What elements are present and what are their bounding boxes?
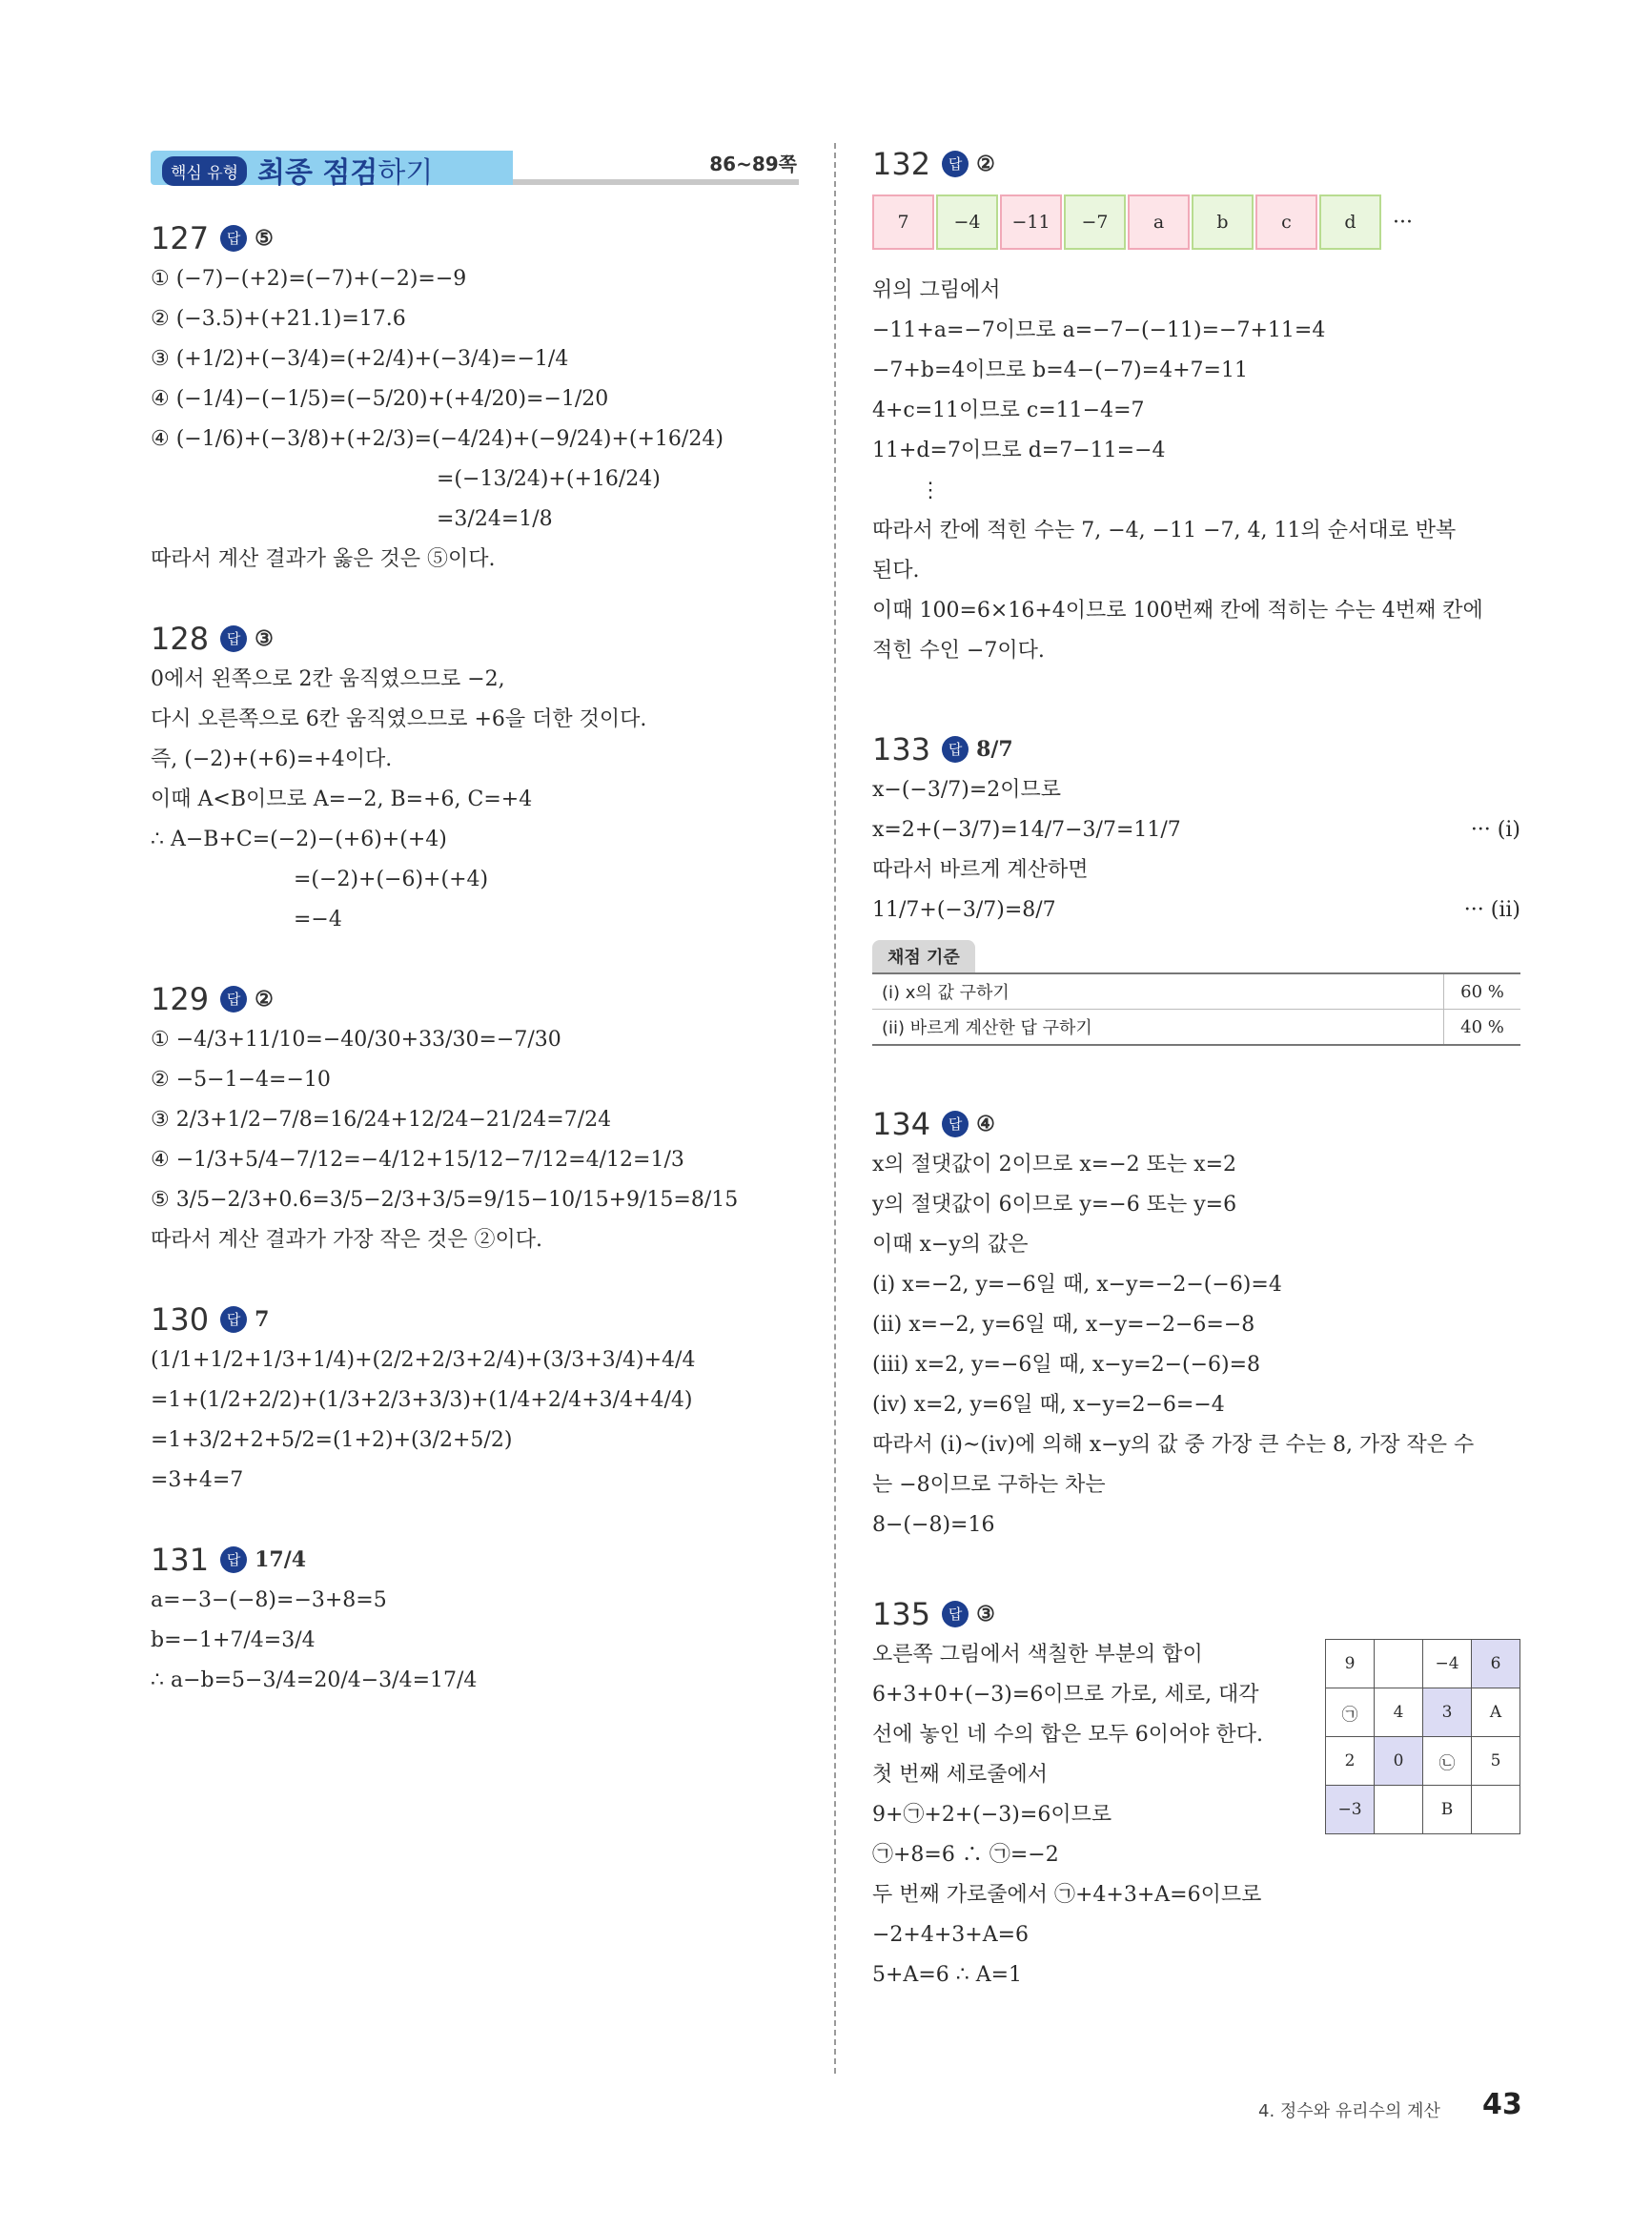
problem-128 [151,618,799,940]
grid-cell: 2 [1326,1737,1375,1786]
solution-line: x−(−3/7)=2이므로 [872,778,1062,802]
answer-value: ③ [976,1602,995,1626]
table-row [1326,1640,1520,1688]
solution-line: ③ (+1/2)+(−3/4)=(+2/4)+(−3/4)=−1/4 [151,347,569,371]
problem-number: 130 [151,1301,210,1338]
solution-line: ∴ a−b=5−3/4=20/4−3/4=17/4 [151,1668,478,1692]
grading-percent: 60 % [1444,973,1521,1010]
step-tag: ··· (ii) [1463,898,1520,922]
solution-line: ① (−7)−(+2)=(−7)+(−2)=−9 [151,267,467,291]
header-title-bold: 최종 점검 [257,156,378,190]
grid-cell [1375,1640,1423,1688]
solution-line: 적힌 수인 −7이다. [872,639,1045,663]
left-column [151,143,799,1739]
table-row [872,973,1520,1010]
solution-line: 11+d=7이므로 d=7−11=−4 [872,439,1166,462]
grid-cell: ㉠ [1326,1688,1375,1737]
problem-127 [151,217,799,580]
solution-line: 따라서 계산 결과가 옳은 것은 ⑤이다. [151,547,496,571]
solution-line: 5+A=6 ∴ A=1 [872,1963,1023,1987]
solution-line: 이때 100=6×16+4이므로 100번째 칸에 적히는 수는 4번째 칸에 [872,599,1483,623]
answer-badge: 답 [942,1601,969,1627]
solution-line: a=−3−(−8)=−3+8=5 [151,1588,387,1612]
grading-item: (ii) 바르게 계산한 답 구하기 [872,1010,1444,1046]
header-title-light: 하기 [377,156,434,190]
answer-value: 7 [255,1307,270,1332]
answer-badge: 답 [220,1306,247,1333]
solution-line: 첫 번째 세로줄에서 [872,1763,1049,1787]
solution-line: ② (−3.5)+(+21.1)=17.6 [151,307,406,331]
solution-line: ③ 2/3+1/2−7/8=16/24+12/24−21/24=7/24 [151,1108,612,1132]
solution-line: x의 절댓값이 2이므로 x=−2 또는 x=2 [872,1153,1237,1176]
answer-value: 8/7 [976,737,1013,762]
grid-cell-shaded: −3 [1326,1786,1375,1834]
solution-text: 11/7+(−3/7)=8/7 [872,898,1056,922]
solution-line: 따라서 칸에 적힌 수는 7, −4, −11 −7, 4, 11의 순서대로 반복 [872,519,1457,542]
grid-cell-shaded: 6 [1472,1640,1520,1688]
answer-badge: 답 [220,225,247,252]
grid-cell: A [1472,1688,1520,1737]
table-row [872,1010,1520,1046]
sequence-cell: b [1192,194,1254,250]
solution-line: 즉, (−2)+(+6)=+4이다. [151,747,393,771]
problem-130 [151,1299,799,1501]
solution-line: (iv) x=2, y=6일 때, x−y=2−6=−4 [872,1393,1225,1417]
solution-line: =1+3/2+2+5/2=(1+2)+(3/2+5/2) [151,1428,513,1452]
solution-line: ② −5−1−4=−10 [151,1068,331,1092]
header-rule [513,179,799,185]
solution-line: ⋮ [920,479,941,502]
grading-percent: 40 % [1444,1010,1521,1046]
solution-line: −11+a=−7이므로 a=−7−(−11)=−7+11=4 [872,318,1326,342]
sequence-cell: d [1319,194,1381,250]
solution-line: ⑤ 3/5−2/3+0.6=3/5−2/3+3/5=9/15−10/15+9/15=8/15 [151,1188,739,1212]
problem-number: 131 [151,1542,210,1578]
right-column [872,143,1520,2034]
section-header [151,143,799,193]
problem-134 [872,1103,1520,1545]
solution-line: =(−2)+(−6)+(+4) [294,868,489,891]
solution-line: 따라서 (i)~(iv)에 의해 x−y의 값 중 가장 큰 수는 8, 가장 작은 수 [872,1433,1475,1457]
answer-value: ③ [255,626,274,651]
solution-line: =3+4=7 [151,1468,244,1492]
solution-line: 따라서 바르게 계산하면 [872,858,1089,882]
answer-badge: 답 [220,986,247,1013]
problem-133 [872,728,1520,1046]
solution-line: =1+(1/2+2/2)+(1/3+2/3+3/3)+(1/4+2/4+3/4+4/4) [151,1388,693,1412]
solution-line: ④ −1/3+5/4−7/12=−4/12+15/12−7/12=4/12=1/3 [151,1148,684,1172]
table-row [1326,1737,1520,1786]
problem-number: 128 [151,621,210,657]
grid-cell [1472,1786,1520,1834]
answer-badge: 답 [220,1546,247,1573]
grading-criteria [872,940,1520,1046]
sequence-continuation: ··· [1393,210,1413,235]
problem-135 [872,1593,1520,1995]
problem-number: 134 [872,1106,931,1142]
magic-square-grid [1325,1639,1520,1834]
problem-129 [151,978,799,1260]
grid-cell-shaded: 3 [1423,1688,1472,1737]
solution-line: 된다. [872,559,920,583]
grid-cell-shaded: 0 [1375,1737,1423,1786]
problem-132 [872,143,1520,671]
solution-line: b=−1+7/4=3/4 [151,1628,316,1652]
solution-line [872,810,1520,850]
grid-cell: 4 [1375,1688,1423,1737]
solution-line: (ii) x=−2, y=6일 때, x−y=−2−6=−8 [872,1313,1255,1337]
page-number: 43 [1482,2088,1522,2121]
number-sequence-strip [872,194,1520,250]
sequence-cell: 7 [872,194,934,250]
footer-chapter: 4. 정수와 유리수의 계산 [1258,2101,1440,2121]
answer-badge: 답 [942,151,969,177]
answer-value: 17/4 [255,1547,307,1572]
answer-badge: 답 [942,736,969,763]
solution-line: 다시 오른쪽으로 6칸 움직였으므로 +6을 더한 것이다. [151,707,647,731]
problem-number: 133 [872,731,931,767]
solution-text: x=2+(−3/7)=14/7−3/7=11/7 [872,818,1181,842]
solution-line: 오른쪽 그림에서 색칠한 부분의 합이 [872,1643,1203,1667]
header-title [257,149,433,191]
solution-line: 이때 A<B이므로 A=−2, B=+6, C=+4 [151,788,533,811]
solution-line: ㉠+8=6 ∴ ㉠=−2 [872,1843,1059,1867]
solution-line: y의 절댓값이 6이므로 y=−6 또는 y=6 [872,1193,1237,1217]
answer-value: ④ [976,1112,995,1136]
answer-value: ⑤ [255,226,274,251]
solution-line: 이때 x−y의 값은 [872,1233,1029,1257]
solution-line: 따라서 계산 결과가 가장 작은 것은 ②이다. [151,1228,542,1252]
solution-line: 6+3+0+(−3)=6이므로 가로, 세로, 대각 [872,1683,1259,1707]
sequence-cell: −4 [936,194,998,250]
solution-line: 0에서 왼쪽으로 2칸 움직였으므로 −2, [151,667,505,691]
solution-line [872,890,1520,931]
solution-line: (iii) x=2, y=−6일 때, x−y=2−(−6)=8 [872,1353,1261,1377]
grid-cell: 9 [1326,1640,1375,1688]
grid-cell: ㉡ [1423,1737,1472,1786]
solution-line: 9+㉠+2+(−3)=6이므로 [872,1803,1112,1827]
grading-table [872,972,1520,1046]
column-divider [834,143,836,2074]
grid-cell: −4 [1423,1640,1472,1688]
solution-line: (1/1+1/2+1/3+1/4)+(2/2+2/3+2/4)+(3/3+3/4)+4/4 [151,1348,696,1372]
problem-131 [151,1539,799,1701]
sequence-cell: a [1128,194,1190,250]
table-row [1326,1688,1520,1737]
grid-cell [1375,1786,1423,1834]
solution-line: 두 번째 가로줄에서 ㉠+4+3+A=6이므로 [872,1883,1262,1907]
solution-line: ④ (−1/6)+(−3/8)+(+2/3)=(−4/24)+(−9/24)+(+16/24) [151,427,724,451]
solution-line: ∴ A−B+C=(−2)−(+6)+(+4) [151,828,447,851]
solution-line: 위의 그림에서 [872,278,1001,302]
answer-value: ② [976,152,995,176]
problem-number: 132 [872,146,931,182]
grading-title: 채점 기준 [872,940,975,972]
problem-number: 127 [151,220,210,256]
solution-line: 는 −8이므로 구하는 차는 [872,1473,1106,1497]
solution-line: 선에 놓인 네 수의 합은 모두 6이어야 한다. [872,1723,1263,1747]
grid-cell: 5 [1472,1737,1520,1786]
problem-number: 129 [151,981,210,1017]
solution-line: ① −4/3+11/10=−40/30+33/30=−7/30 [151,1028,561,1052]
solution-line: −7+b=4이므로 b=4−(−7)=4+7=11 [872,358,1248,382]
header-badge: 핵심 유형 [162,156,247,186]
answer-badge: 답 [220,625,247,652]
solution-line: 8−(−8)=16 [872,1513,995,1537]
solution-line: −2+4+3+A=6 [872,1923,1030,1947]
table-row [1326,1786,1520,1834]
header-pages: 86~89쪽 [709,153,797,175]
solution-line: ④ (−1/4)−(−1/5)=(−5/20)+(+4/20)=−1/20 [151,387,609,411]
step-tag: ··· (i) [1470,818,1520,842]
grading-item: (i) x의 값 구하기 [872,973,1444,1010]
grid-cell: B [1423,1786,1472,1834]
sequence-cell: −7 [1064,194,1126,250]
sequence-cell: c [1255,194,1317,250]
problem-number: 135 [872,1596,931,1632]
answer-value: ② [255,987,274,1012]
solution-line: (i) x=−2, y=−6일 때, x−y=−2−(−6)=4 [872,1273,1282,1297]
solution-line: =3/24=1/8 [437,507,553,531]
solution-line: =−4 [294,908,342,931]
solution-line: =(−13/24)+(+16/24) [437,467,661,491]
sequence-cell: −11 [1000,194,1062,250]
solution-line: 4+c=11이므로 c=11−4=7 [872,399,1145,422]
answer-badge: 답 [942,1111,969,1137]
